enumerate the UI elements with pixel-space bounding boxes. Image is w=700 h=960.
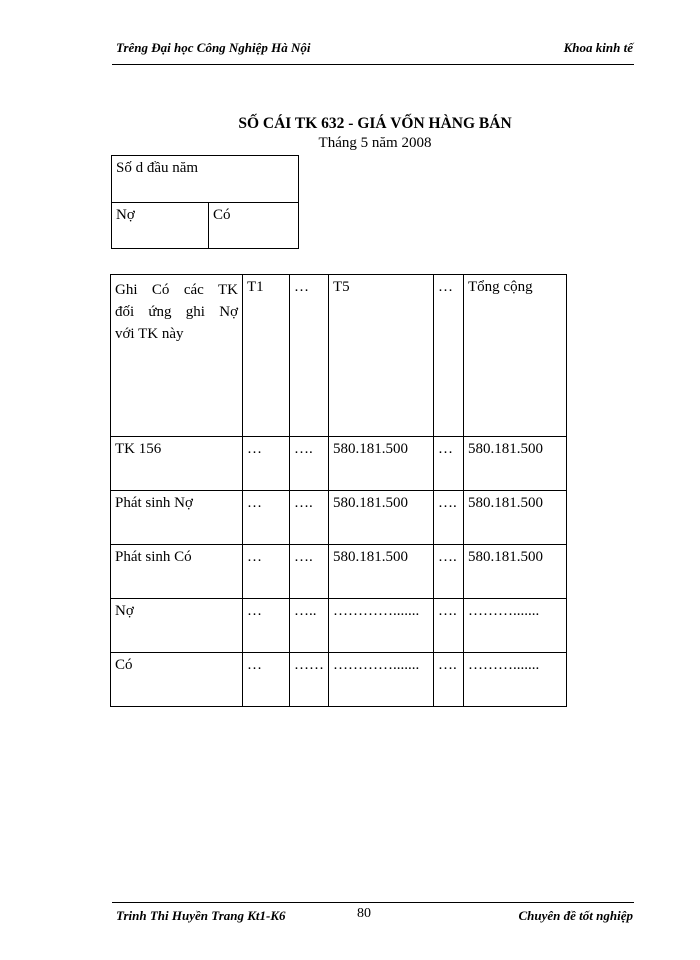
table-row: [111, 437, 567, 491]
header-school: Trêng Đại học Công Nghiệp Hà Nội: [116, 40, 311, 55]
col-header-dots: …: [434, 275, 464, 437]
cell-t1: …: [243, 545, 290, 599]
col-header-t5: T5: [329, 275, 434, 437]
row-label: Có: [111, 653, 243, 707]
footer-doc-type: Chuyên đề tốt nghiệp: [518, 908, 633, 923]
cell-dots: ….: [434, 653, 464, 707]
cell-t5: 580.181.500: [329, 545, 434, 599]
row-label: Nợ: [111, 599, 243, 653]
header-faculty: Khoa kinh tế: [563, 40, 633, 55]
cell-total: ……….......: [464, 599, 567, 653]
col-header-t1: T1: [243, 275, 290, 437]
cell-t5: 580.181.500: [329, 437, 434, 491]
cell-total: 580.181.500: [464, 491, 567, 545]
opening-credit-cell: Có: [209, 203, 299, 249]
ledger-table: [110, 274, 567, 707]
cell-t1: …: [243, 491, 290, 545]
cell-dots: …..: [290, 599, 329, 653]
cell-total: 580.181.500: [464, 437, 567, 491]
footer-author: Trinh Thi Huyền Trang Kt1-K6: [116, 908, 286, 923]
cell-dots: ….: [290, 545, 329, 599]
row-label: Phát sinh Có: [111, 545, 243, 599]
page-title: SỐ CÁI TK 632 - GIÁ VỐN HÀNG BÁN: [238, 115, 512, 132]
cell-dots: …: [434, 437, 464, 491]
cell-dots: ….: [290, 437, 329, 491]
cell-dots: ….: [434, 545, 464, 599]
cell-dots: ….: [434, 491, 464, 545]
cell-t1: …: [243, 653, 290, 707]
opening-balance-values-row: [112, 203, 299, 249]
opening-balance-table: [111, 155, 299, 249]
cell-dots: ……: [290, 653, 329, 707]
cell-t5: 580.181.500: [329, 491, 434, 545]
table-row: [111, 653, 567, 707]
cell-total: ……….......: [464, 653, 567, 707]
cell-dots: ….: [434, 599, 464, 653]
cell-t1: …: [243, 437, 290, 491]
cell-t5: ………….......: [329, 599, 434, 653]
cell-total: 580.181.500: [464, 545, 567, 599]
opening-debit-cell: Nợ: [112, 203, 209, 249]
cell-t5: ………….......: [329, 653, 434, 707]
page-subtitle: Tháng 5 năm 2008: [318, 135, 432, 151]
row-label: TK 156: [111, 437, 243, 491]
header-desc-line: với TK này: [115, 326, 184, 342]
table-row: [111, 491, 567, 545]
header-desc-line: đối ứng ghi Nợ: [115, 304, 238, 320]
col-header-dots: …: [290, 275, 329, 437]
ledger-header-row: [111, 275, 567, 437]
table-row: [111, 599, 567, 653]
header-rule: [112, 64, 634, 65]
opening-balance-row: [112, 156, 299, 203]
ledger-header-desc: [111, 275, 243, 437]
table-row: [111, 545, 567, 599]
cell-t1: …: [243, 599, 290, 653]
footer-rule: [112, 902, 634, 903]
opening-balance-label: Số d đầu năm: [112, 156, 299, 203]
col-header-total: Tổng cộng: [464, 275, 567, 437]
row-label: Phát sinh Nợ: [111, 491, 243, 545]
cell-dots: ….: [290, 491, 329, 545]
header-desc-line: Ghi Có các TK: [115, 282, 238, 298]
page-number: 80: [357, 906, 371, 921]
